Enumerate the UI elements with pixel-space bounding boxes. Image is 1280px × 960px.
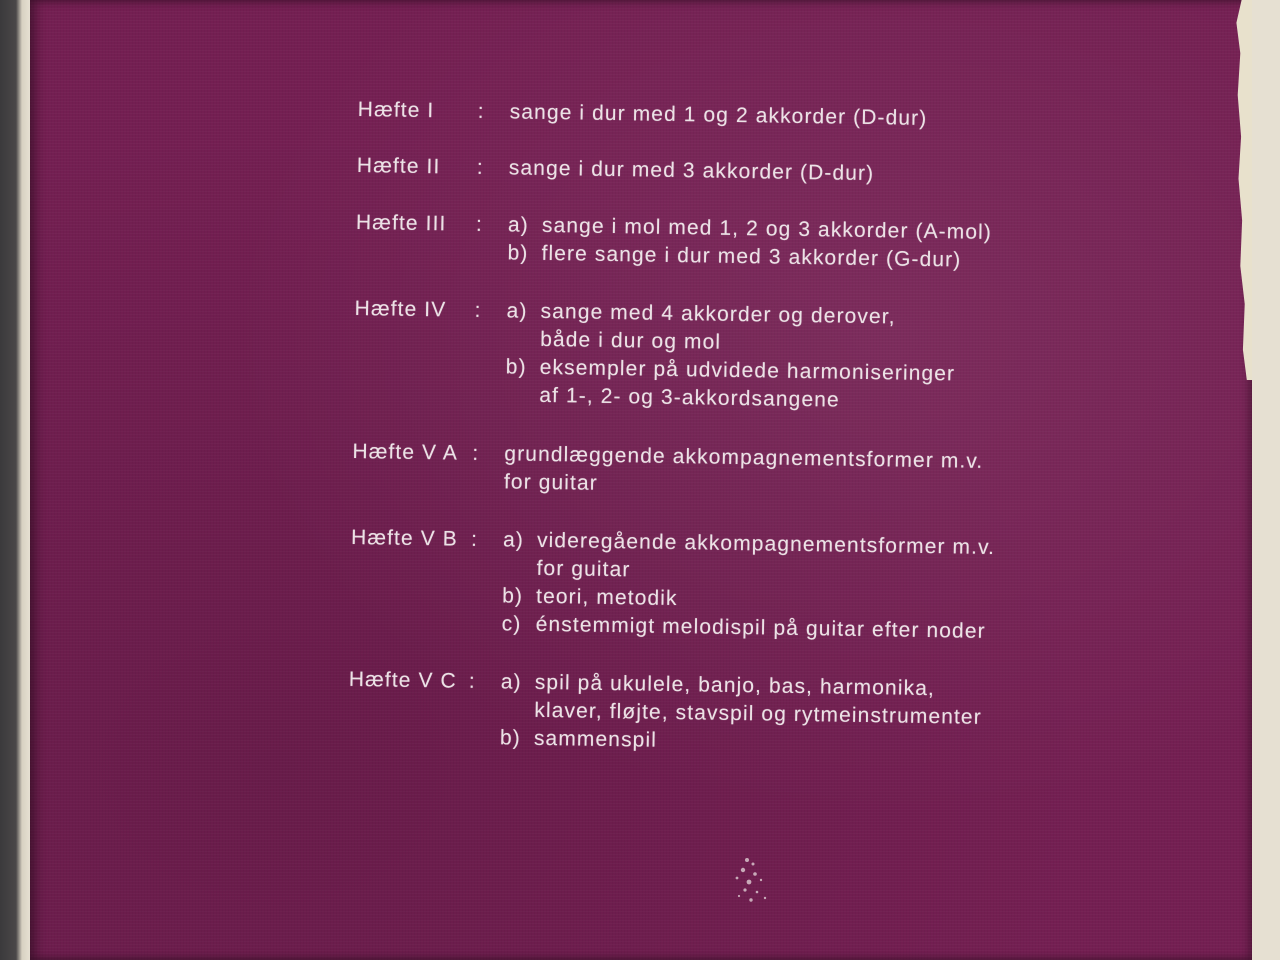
booklet-label: Hæfte V B [350,525,459,551]
item-text [534,669,982,732]
item-text [541,240,961,275]
booklet-separator: : [475,212,484,236]
item-text [536,527,995,590]
booklet-description [510,98,1110,135]
item-letter: b) [505,355,527,379]
description-line: grundlæggende akkompagnementsformer m.v. [504,442,984,473]
description-line: sange med 4 akkorder og derover, [540,299,896,329]
item-letter: a) [500,670,522,694]
item-text [539,354,955,417]
booklet-series-list [348,96,1098,752]
booklet-label: Hæfte II [356,153,441,179]
cover-scuff-mark [725,850,785,910]
booklet-entry [357,96,1098,130]
item-text [535,611,985,646]
item-text [534,725,657,755]
item-letter: a) [502,528,525,552]
booklet-entry [354,295,1095,412]
booklet-separator: : [470,527,479,551]
item-letter: b) [507,241,529,265]
booklet-label: Hæfte V C [348,667,457,693]
description-item [500,668,1101,733]
booklet-separator: : [476,155,485,179]
item-text [536,583,678,613]
description-line: både i dur og mol [540,327,722,354]
description-line: af 1-, 2- og 3-akkordsangene [539,383,840,412]
booklet-description [504,440,1105,505]
booklet-description [501,526,1103,647]
booklet-label: Hæfte IV [354,296,447,322]
item-text [540,298,896,360]
booklet-label: Hæfte III [355,210,447,236]
booklet-label: Hæfte V A [352,439,459,465]
booklet-separator: : [477,99,485,123]
description-line: klaver, fløjte, stavspil og rytmeinstrumenter [534,698,982,729]
description-line: for guitar [503,470,599,495]
item-letter: a) [506,299,528,323]
description-item [506,297,1107,362]
description-item [505,353,1106,418]
booklet-separator: : [468,669,476,693]
booklet-description [505,297,1107,418]
booklet-label: Hæfte I [357,97,435,123]
booklet-entry [352,438,1093,495]
description-line: teori, metodik [535,584,678,611]
booklet-back-cover [30,0,1252,960]
description-line: flere sange i dur med 3 akkorder (G-dur) [541,241,962,272]
description-line: sange i dur med 1 og 2 akkorder (D-dur) [509,100,928,130]
item-letter: a) [507,213,530,237]
item-letter: b) [501,584,524,608]
item-letter: b) [499,726,521,750]
booklet-description [509,154,1109,191]
description-item [502,526,1103,591]
description-line: sammenspil [533,726,658,752]
booklet-entry [356,152,1097,186]
item-letter: c) [501,612,522,636]
booklet-entry [348,666,1089,752]
booklet-description [500,668,1101,761]
booklet-separator: : [474,298,482,322]
booklet-entry [350,524,1091,643]
booklet-separator: : [472,441,480,465]
description-line: spil på ukulele, banjo, bas, harmonika, [534,670,936,701]
booklet-description [507,211,1108,276]
description-line: for guitar [536,556,631,582]
worn-page-edge [1226,0,1252,380]
description-line: videregående akkompagnementsformer m.v. [536,528,996,560]
booklet-entry [355,209,1096,272]
description-line: eksempler på udvidede harmoniseringer [539,355,956,386]
description-line: énstemmigt melodispil på guitar efter noder [535,612,986,643]
description-line: sange i dur med 3 akkorder (D-dur) [508,156,875,186]
description-line: sange i mol med 1, 2 og 3 akkorder (A-mol) [541,213,993,244]
